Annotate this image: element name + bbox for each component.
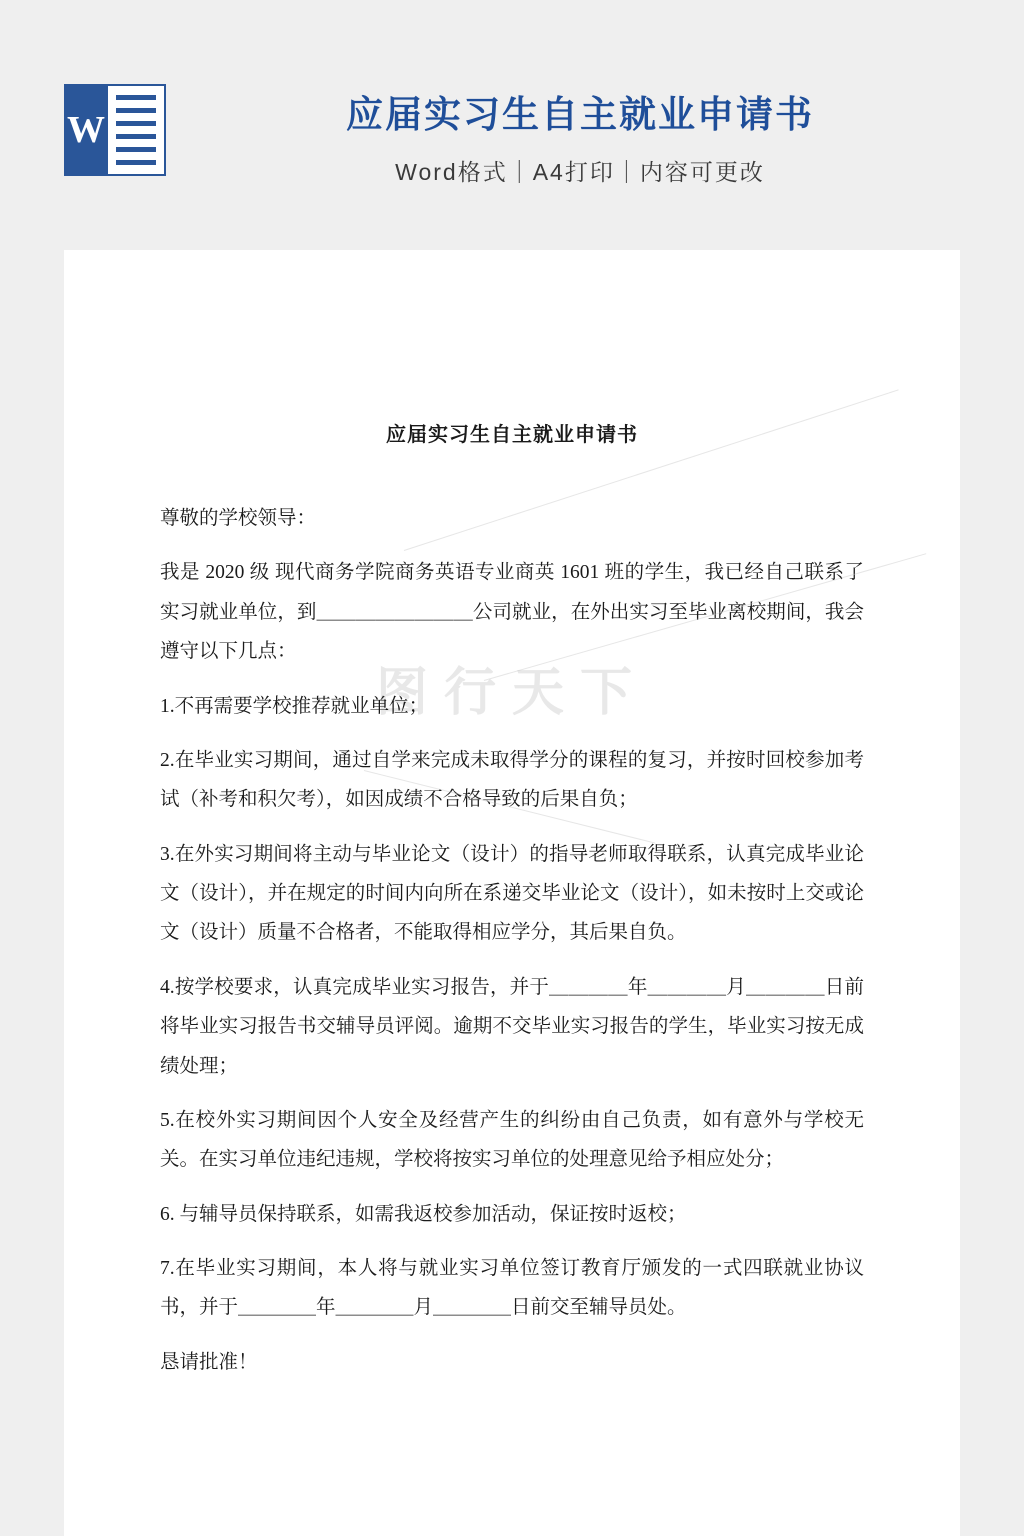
paragraph-item-7: 7.在毕业实习期间，本人将与就业实习单位签订教育厅颁发的一式四联就业协议书，并于＿＿＿＿年＿＿＿＿月＿＿＿＿日前交至辅导员处。 [160,1258,864,1319]
paragraph-closing: 恳请批准！ [160,1351,258,1373]
header-banner [0,0,1024,250]
document-title: 应届实习生自主就业申请书 [386,424,638,446]
banner-subtitle: Word格式｜A4打印｜内容可更改 [395,159,765,186]
word-logo-lines [108,84,166,176]
logo-line [116,121,156,126]
logo-line [116,134,156,139]
logo-line [116,108,156,113]
paragraph-item-2: 2.在毕业实习期间，通过自学来完成未取得学分的课程的复习，并按时回校参加考试（补考和积欠考），如因成绩不合格导致的后果自负； [160,749,864,811]
paragraph-item-1: 1.不再需要学校推荐就业单位； [160,695,429,717]
paragraph-intro: 我是 2020 级 现代商务学院商务英语专业商英 1601 班的学生，我已经自己联系了实习就业单位，到＿＿＿＿＿＿＿＿公司就业，在外出实习至毕业离校期间，我会遵守以下几点： [160,562,864,663]
logo-line [116,160,156,165]
paragraph-item-5: 5.在校外实习期间因个人安全及经营产生的纠纷由自己负责，如有意外与学校无关。在实习单位违纪违规，学校将按实习单位的处理意见给予相应处分； [160,1109,864,1171]
logo-line [116,95,156,100]
word-document-logo [64,84,166,176]
paragraph-item-3: 3.在外实习期间将主动与毕业论文（设计）的指导老师取得联系，认真完成毕业论文（设计），并在规定的时间内向所在系递交毕业论文（设计），如未按时上交或论文（设计）质量不合格者，不能取得相应学分，其后果自负。 [160,843,864,944]
word-logo-letter: W [64,84,108,176]
paragraph-item-4: 4.按学校要求，认真完成毕业实习报告，并于＿＿＿＿年＿＿＿＿月＿＿＿＿日前将毕业实习报告书交辅导员评阅。逾期不交毕业实习报告的学生，毕业实习按无成绩处理； [160,976,864,1077]
document-page [64,250,960,1536]
watermark-text: 图行天下 [375,665,648,722]
paragraph-salutation: 尊敬的学校领导： [160,508,317,529]
logo-line [116,147,156,152]
banner-text-block [200,92,960,187]
banner-title: 应届实习生自主就业申请书 [346,94,814,135]
paragraph-item-6: 6. 与辅导员保持联系，如需我返校参加活动，保证按时返校； [160,1203,687,1225]
document-body [160,499,864,1382]
